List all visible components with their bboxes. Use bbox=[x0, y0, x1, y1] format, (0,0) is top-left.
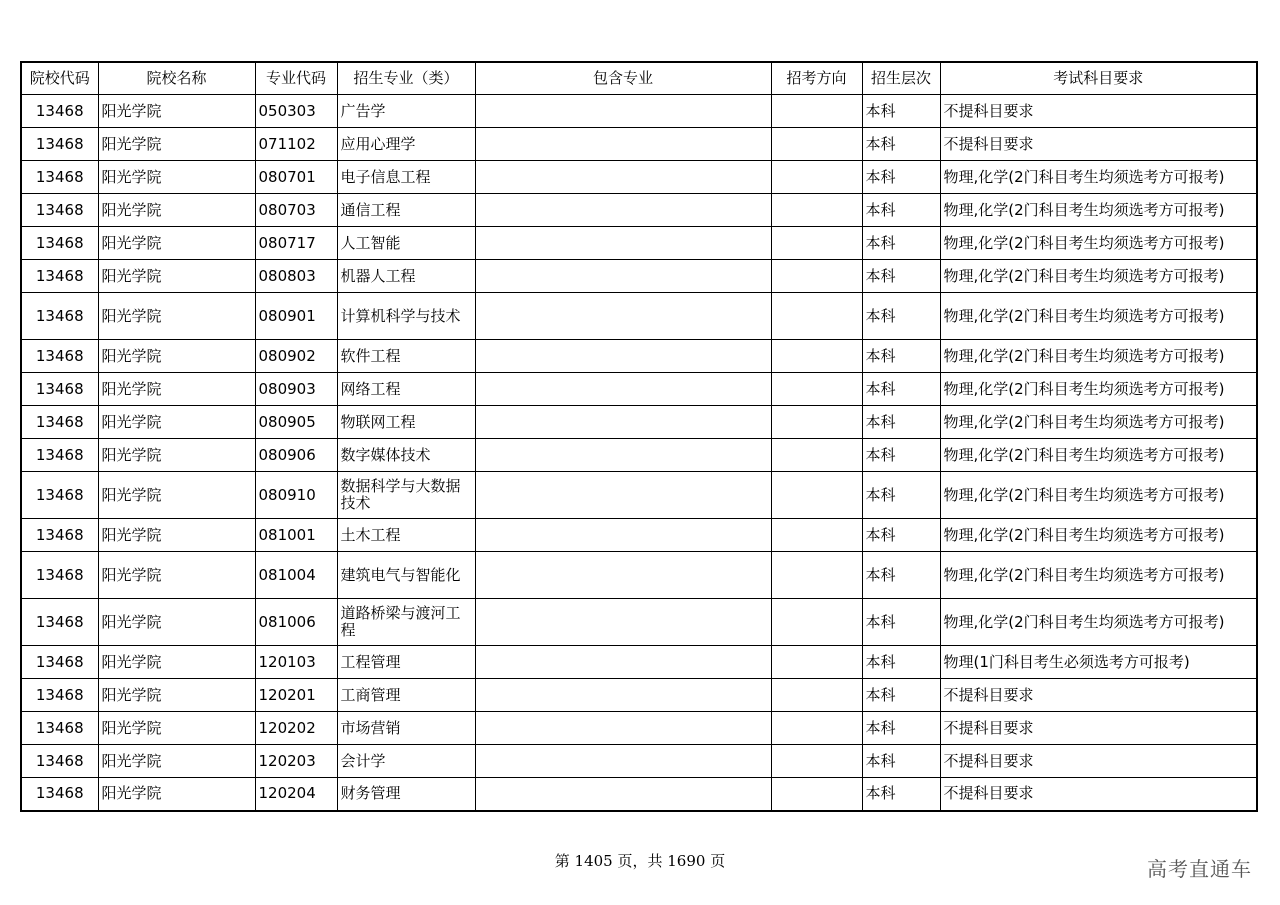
cell-direction bbox=[771, 646, 862, 679]
cell-school-name: 阳光学院 bbox=[98, 406, 255, 439]
cell-major-name: 人工智能 bbox=[337, 227, 475, 260]
cell-major-code: 080803 bbox=[255, 260, 337, 293]
header-school-name: 院校名称 bbox=[98, 62, 255, 95]
cell-subject-requirement: 物理,化学(2门科目考生均须选考方可报考) bbox=[940, 194, 1257, 227]
cell-subject-requirement: 不提科目要求 bbox=[940, 745, 1257, 778]
cell-major-name: 通信工程 bbox=[337, 194, 475, 227]
cell-level: 本科 bbox=[862, 373, 940, 406]
header-subject-requirement: 考试科目要求 bbox=[940, 62, 1257, 95]
header-school-code: 院校代码 bbox=[21, 62, 98, 95]
cell-subject-requirement: 物理,化学(2门科目考生均须选考方可报考) bbox=[940, 406, 1257, 439]
cell-included-majors bbox=[475, 128, 771, 161]
cell-school-code: 13468 bbox=[21, 260, 98, 293]
cell-included-majors bbox=[475, 472, 771, 519]
cell-direction bbox=[771, 95, 862, 128]
cell-direction bbox=[771, 340, 862, 373]
cell-school-name: 阳光学院 bbox=[98, 95, 255, 128]
cell-level: 本科 bbox=[862, 194, 940, 227]
cell-subject-requirement: 物理(1门科目考生必须选考方可报考) bbox=[940, 646, 1257, 679]
cell-included-majors bbox=[475, 293, 771, 340]
cell-school-name: 阳光学院 bbox=[98, 373, 255, 406]
cell-major-name: 会计学 bbox=[337, 745, 475, 778]
cell-major-name: 应用心理学 bbox=[337, 128, 475, 161]
cell-school-name: 阳光学院 bbox=[98, 519, 255, 552]
cell-level: 本科 bbox=[862, 519, 940, 552]
cell-school-code: 13468 bbox=[21, 406, 98, 439]
cell-direction bbox=[771, 745, 862, 778]
cell-included-majors bbox=[475, 646, 771, 679]
cell-included-majors bbox=[475, 95, 771, 128]
cell-included-majors bbox=[475, 745, 771, 778]
cell-major-code: 080910 bbox=[255, 472, 337, 519]
cell-major-name: 数据科学与大数据技术 bbox=[337, 472, 475, 519]
admissions-table bbox=[20, 61, 1258, 812]
cell-subject-requirement: 物理,化学(2门科目考生均须选考方可报考) bbox=[940, 161, 1257, 194]
cell-included-majors bbox=[475, 161, 771, 194]
table-row bbox=[21, 161, 1257, 194]
cell-level: 本科 bbox=[862, 745, 940, 778]
cell-major-code: 081006 bbox=[255, 599, 337, 646]
table-row bbox=[21, 552, 1257, 599]
cell-major-code: 120103 bbox=[255, 646, 337, 679]
table-row bbox=[21, 646, 1257, 679]
header-major-code: 专业代码 bbox=[255, 62, 337, 95]
cell-major-code: 080903 bbox=[255, 373, 337, 406]
cell-subject-requirement: 物理,化学(2门科目考生均须选考方可报考) bbox=[940, 439, 1257, 472]
cell-level: 本科 bbox=[862, 95, 940, 128]
cell-included-majors bbox=[475, 679, 771, 712]
cell-school-name: 阳光学院 bbox=[98, 227, 255, 260]
cell-major-code: 080902 bbox=[255, 340, 337, 373]
cell-major-name: 网络工程 bbox=[337, 373, 475, 406]
cell-school-code: 13468 bbox=[21, 227, 98, 260]
cell-school-code: 13468 bbox=[21, 519, 98, 552]
cell-level: 本科 bbox=[862, 712, 940, 745]
cell-major-code: 080701 bbox=[255, 161, 337, 194]
cell-direction bbox=[771, 778, 862, 811]
cell-subject-requirement: 物理,化学(2门科目考生均须选考方可报考) bbox=[940, 472, 1257, 519]
table-row bbox=[21, 128, 1257, 161]
cell-subject-requirement: 物理,化学(2门科目考生均须选考方可报考) bbox=[940, 373, 1257, 406]
cell-direction bbox=[771, 128, 862, 161]
table-row bbox=[21, 406, 1257, 439]
cell-school-name: 阳光学院 bbox=[98, 161, 255, 194]
table-row bbox=[21, 679, 1257, 712]
cell-included-majors bbox=[475, 194, 771, 227]
cell-subject-requirement: 物理,化学(2门科目考生均须选考方可报考) bbox=[940, 599, 1257, 646]
cell-major-name: 土木工程 bbox=[337, 519, 475, 552]
cell-included-majors bbox=[475, 340, 771, 373]
cell-subject-requirement: 物理,化学(2门科目考生均须选考方可报考) bbox=[940, 552, 1257, 599]
cell-level: 本科 bbox=[862, 472, 940, 519]
cell-school-name: 阳光学院 bbox=[98, 194, 255, 227]
cell-included-majors bbox=[475, 552, 771, 599]
cell-major-name: 物联网工程 bbox=[337, 406, 475, 439]
cell-school-code: 13468 bbox=[21, 194, 98, 227]
cell-direction bbox=[771, 406, 862, 439]
cell-subject-requirement: 物理,化学(2门科目考生均须选考方可报考) bbox=[940, 293, 1257, 340]
cell-major-name: 电子信息工程 bbox=[337, 161, 475, 194]
cell-school-code: 13468 bbox=[21, 472, 98, 519]
cell-direction bbox=[771, 227, 862, 260]
table-row bbox=[21, 340, 1257, 373]
cell-level: 本科 bbox=[862, 293, 940, 340]
cell-major-name: 工程管理 bbox=[337, 646, 475, 679]
table-row bbox=[21, 472, 1257, 519]
cell-included-majors bbox=[475, 406, 771, 439]
cell-level: 本科 bbox=[862, 552, 940, 599]
cell-level: 本科 bbox=[862, 646, 940, 679]
cell-level: 本科 bbox=[862, 260, 940, 293]
cell-included-majors bbox=[475, 599, 771, 646]
cell-school-code: 13468 bbox=[21, 95, 98, 128]
cell-subject-requirement: 物理,化学(2门科目考生均须选考方可报考) bbox=[940, 340, 1257, 373]
cell-school-name: 阳光学院 bbox=[98, 552, 255, 599]
header-level: 招生层次 bbox=[862, 62, 940, 95]
cell-major-name: 工商管理 bbox=[337, 679, 475, 712]
cell-major-code: 120203 bbox=[255, 745, 337, 778]
cell-included-majors bbox=[475, 519, 771, 552]
cell-major-code: 080905 bbox=[255, 406, 337, 439]
table-row bbox=[21, 599, 1257, 646]
cell-school-name: 阳光学院 bbox=[98, 745, 255, 778]
cell-major-code: 080901 bbox=[255, 293, 337, 340]
cell-included-majors bbox=[475, 227, 771, 260]
cell-direction bbox=[771, 161, 862, 194]
cell-school-code: 13468 bbox=[21, 161, 98, 194]
cell-school-code: 13468 bbox=[21, 340, 98, 373]
cell-major-name: 数字媒体技术 bbox=[337, 439, 475, 472]
cell-school-code: 13468 bbox=[21, 646, 98, 679]
cell-major-code: 080717 bbox=[255, 227, 337, 260]
cell-major-code: 120201 bbox=[255, 679, 337, 712]
cell-school-code: 13468 bbox=[21, 712, 98, 745]
table-row bbox=[21, 260, 1257, 293]
cell-level: 本科 bbox=[862, 778, 940, 811]
cell-school-name: 阳光学院 bbox=[98, 293, 255, 340]
header-row bbox=[21, 62, 1257, 95]
cell-school-code: 13468 bbox=[21, 599, 98, 646]
cell-subject-requirement: 不提科目要求 bbox=[940, 128, 1257, 161]
cell-major-code: 081001 bbox=[255, 519, 337, 552]
cell-included-majors bbox=[475, 260, 771, 293]
cell-school-code: 13468 bbox=[21, 745, 98, 778]
cell-school-code: 13468 bbox=[21, 679, 98, 712]
table-row bbox=[21, 373, 1257, 406]
cell-direction bbox=[771, 293, 862, 340]
cell-level: 本科 bbox=[862, 227, 940, 260]
cell-school-name: 阳光学院 bbox=[98, 646, 255, 679]
cell-included-majors bbox=[475, 778, 771, 811]
header-direction: 招考方向 bbox=[771, 62, 862, 95]
table-row bbox=[21, 293, 1257, 340]
cell-subject-requirement: 物理,化学(2门科目考生均须选考方可报考) bbox=[940, 227, 1257, 260]
cell-school-code: 13468 bbox=[21, 373, 98, 406]
cell-direction bbox=[771, 373, 862, 406]
cell-school-code: 13468 bbox=[21, 293, 98, 340]
cell-school-name: 阳光学院 bbox=[98, 599, 255, 646]
cell-direction bbox=[771, 599, 862, 646]
cell-school-code: 13468 bbox=[21, 439, 98, 472]
cell-school-name: 阳光学院 bbox=[98, 340, 255, 373]
cell-major-name: 道路桥梁与渡河工程 bbox=[337, 599, 475, 646]
cell-major-code: 120204 bbox=[255, 778, 337, 811]
cell-school-code: 13468 bbox=[21, 128, 98, 161]
cell-major-name: 广告学 bbox=[337, 95, 475, 128]
cell-major-code: 120202 bbox=[255, 712, 337, 745]
cell-level: 本科 bbox=[862, 679, 940, 712]
cell-major-code: 080703 bbox=[255, 194, 337, 227]
cell-level: 本科 bbox=[862, 439, 940, 472]
cell-included-majors bbox=[475, 439, 771, 472]
table-row bbox=[21, 227, 1257, 260]
cell-school-name: 阳光学院 bbox=[98, 128, 255, 161]
cell-major-name: 机器人工程 bbox=[337, 260, 475, 293]
cell-level: 本科 bbox=[862, 340, 940, 373]
cell-level: 本科 bbox=[862, 406, 940, 439]
cell-subject-requirement: 物理,化学(2门科目考生均须选考方可报考) bbox=[940, 260, 1257, 293]
cell-school-name: 阳光学院 bbox=[98, 778, 255, 811]
cell-school-name: 阳光学院 bbox=[98, 679, 255, 712]
cell-direction bbox=[771, 439, 862, 472]
cell-major-code: 071102 bbox=[255, 128, 337, 161]
cell-included-majors bbox=[475, 373, 771, 406]
header-major-name: 招生专业（类） bbox=[337, 62, 475, 95]
cell-school-name: 阳光学院 bbox=[98, 472, 255, 519]
cell-school-code: 13468 bbox=[21, 552, 98, 599]
cell-major-name: 软件工程 bbox=[337, 340, 475, 373]
table-row bbox=[21, 745, 1257, 778]
cell-major-code: 081004 bbox=[255, 552, 337, 599]
header-included-majors: 包含专业 bbox=[475, 62, 771, 95]
cell-direction bbox=[771, 519, 862, 552]
table-row bbox=[21, 778, 1257, 811]
cell-major-name: 建筑电气与智能化 bbox=[337, 552, 475, 599]
table-row bbox=[21, 712, 1257, 745]
cell-major-code: 080906 bbox=[255, 439, 337, 472]
page-number: 第 1405 页，共 1690 页 bbox=[554, 852, 726, 870]
cell-direction bbox=[771, 194, 862, 227]
table-row bbox=[21, 439, 1257, 472]
cell-subject-requirement: 不提科目要求 bbox=[940, 778, 1257, 811]
table-row bbox=[21, 95, 1257, 128]
cell-major-name: 市场营销 bbox=[337, 712, 475, 745]
cell-major-code: 050303 bbox=[255, 95, 337, 128]
cell-direction bbox=[771, 472, 862, 519]
cell-direction bbox=[771, 712, 862, 745]
cell-subject-requirement: 不提科目要求 bbox=[940, 712, 1257, 745]
cell-direction bbox=[771, 679, 862, 712]
table-row bbox=[21, 519, 1257, 552]
cell-school-name: 阳光学院 bbox=[98, 712, 255, 745]
cell-school-name: 阳光学院 bbox=[98, 439, 255, 472]
cell-direction bbox=[771, 260, 862, 293]
cell-subject-requirement: 不提科目要求 bbox=[940, 95, 1257, 128]
cell-level: 本科 bbox=[862, 599, 940, 646]
cell-school-code: 13468 bbox=[21, 778, 98, 811]
cell-included-majors bbox=[475, 712, 771, 745]
cell-school-name: 阳光学院 bbox=[98, 260, 255, 293]
cell-subject-requirement: 物理,化学(2门科目考生均须选考方可报考) bbox=[940, 519, 1257, 552]
cell-subject-requirement: 不提科目要求 bbox=[940, 679, 1257, 712]
watermark: 高考直通车 bbox=[1147, 857, 1252, 881]
cell-major-name: 财务管理 bbox=[337, 778, 475, 811]
table-row bbox=[21, 194, 1257, 227]
cell-level: 本科 bbox=[862, 128, 940, 161]
cell-major-name: 计算机科学与技术 bbox=[337, 293, 475, 340]
cell-direction bbox=[771, 552, 862, 599]
cell-level: 本科 bbox=[862, 161, 940, 194]
